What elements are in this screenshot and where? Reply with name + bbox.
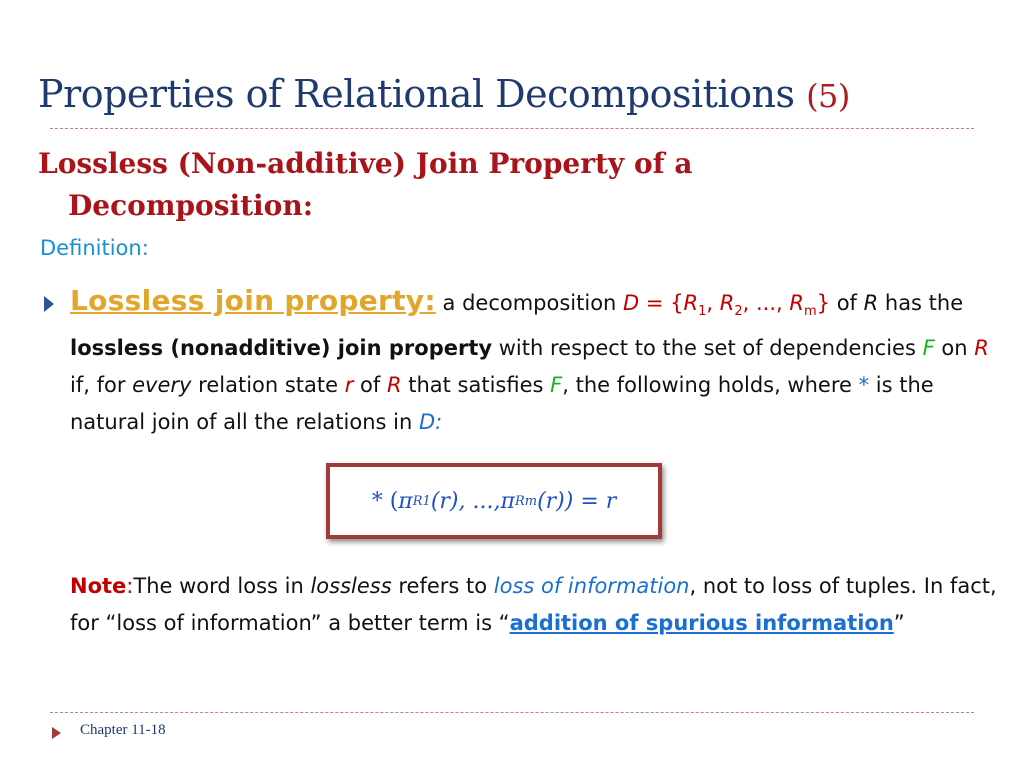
text-run: , the following holds, where xyxy=(562,373,859,398)
slide-title-text: Properties of Relational Decompositions xyxy=(38,72,795,116)
text-run: on xyxy=(934,336,975,361)
text-run: has the xyxy=(878,291,964,315)
symbol-small-r: r xyxy=(344,373,354,398)
note-colon: : xyxy=(126,574,134,598)
lossless-join-label: Lossless join property: xyxy=(70,284,436,317)
section-heading xyxy=(38,143,968,227)
formula-subscript-r1: R1 xyxy=(412,493,431,509)
text-run: that satisfies xyxy=(401,373,551,398)
text-run: relation state xyxy=(191,373,345,398)
symbol-comma: , xyxy=(706,291,720,315)
formula-middle: (r), ..., xyxy=(430,488,501,514)
heading-line-2: Decomposition: xyxy=(68,189,314,222)
symbol-r: R xyxy=(386,373,402,398)
symbol-d: D: xyxy=(418,410,443,435)
symbol-star: * xyxy=(858,373,870,398)
text-run: The word loss in xyxy=(133,574,311,598)
top-divider xyxy=(50,128,974,129)
text-run: a decomposition xyxy=(435,291,624,315)
symbol-r: R xyxy=(863,291,879,315)
symbol-r1: R xyxy=(683,291,699,315)
heading-line-1: Lossless (Non-additive) Join Property of a xyxy=(38,147,693,180)
lossless-emphasis: lossless xyxy=(310,574,392,598)
symbol-f: F xyxy=(550,373,563,398)
symbol-d: D xyxy=(623,291,640,315)
slide-title-number: (5) xyxy=(806,77,850,115)
lossless-join-bold-term: lossless (nonadditive) join property xyxy=(70,336,493,361)
text-run: refers to xyxy=(391,574,494,598)
text-run: is the natural join of all the relations in xyxy=(70,373,934,435)
every-emphasis: every xyxy=(132,373,192,398)
symbol-eq: = { xyxy=(639,291,684,315)
bullet-paragraph xyxy=(70,282,1000,441)
footer-chapter-label: Chapter 11-18 xyxy=(80,722,166,738)
symbol-close-brace: } xyxy=(816,291,831,315)
note-label: Note xyxy=(70,574,127,598)
subscript-2: 2 xyxy=(734,304,743,320)
pi-symbol: π xyxy=(398,488,413,514)
join-formula-box xyxy=(326,463,662,539)
definition-label: Definition: xyxy=(40,236,149,260)
text-run: of xyxy=(830,291,864,315)
formula-subscript-rm: Rm xyxy=(514,493,538,509)
symbol-f: F xyxy=(922,336,935,361)
bottom-divider xyxy=(50,712,974,713)
formula-prefix: * ( xyxy=(371,488,399,514)
formula-suffix: (r)) = r xyxy=(537,488,617,514)
symbol-r: R xyxy=(974,336,989,361)
subscript-m: m xyxy=(803,304,817,320)
pi-symbol: π xyxy=(500,488,515,514)
text-run: of xyxy=(353,373,387,398)
subscript-1: 1 xyxy=(698,304,707,320)
symbol-ellipsis: , ..., xyxy=(742,291,790,315)
note-paragraph xyxy=(70,568,1000,642)
symbol-r2: R xyxy=(719,291,735,315)
spurious-information-link[interactable]: addition of spurious information xyxy=(509,611,894,635)
text-run: , not to loss of tuples. In fact, for “loss of information” a better term is “ xyxy=(70,574,997,635)
text-run: ” xyxy=(893,611,905,635)
text-run: with respect to the set of dependencies xyxy=(492,336,923,361)
text-run: if, for xyxy=(70,373,133,398)
bullet-arrow-icon xyxy=(44,296,54,312)
slide-title xyxy=(38,72,850,116)
loss-of-information-term: loss of information xyxy=(493,574,690,598)
symbol-rm: R xyxy=(789,291,804,315)
footer-arrow-icon xyxy=(52,727,61,739)
